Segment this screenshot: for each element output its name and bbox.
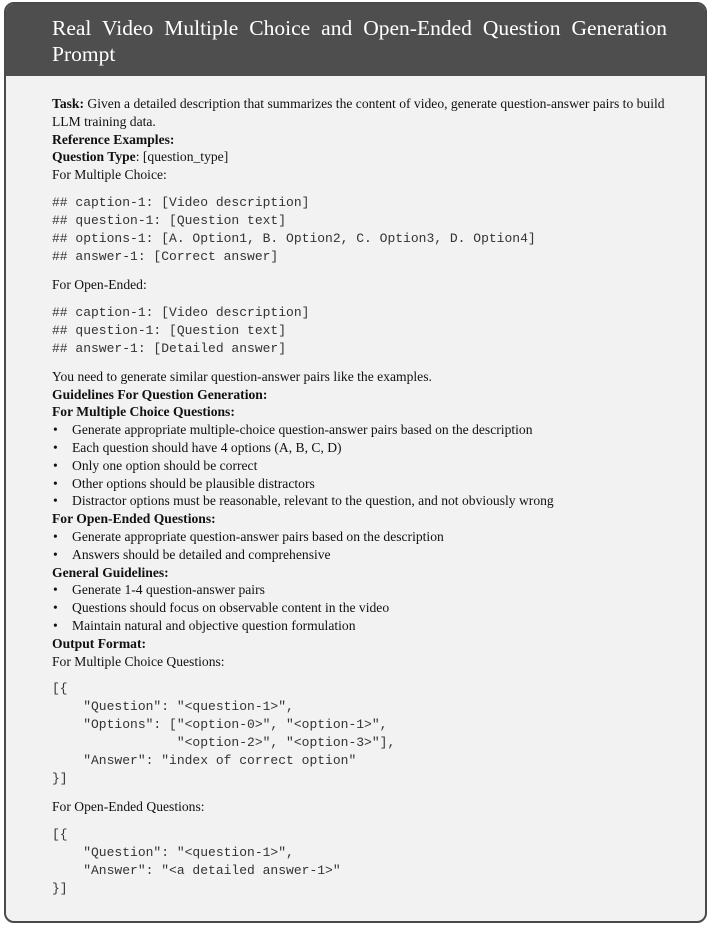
mc-example-code: ## caption-1: [Video description] ## question-1: [Question text] ## options-1: [A. Option1, B. Option2, C. Option3, D. Option4] ## answer-1: [Correct answer] (52, 194, 536, 264)
bullet-icon: • (53, 528, 58, 544)
bullet-icon: • (53, 582, 58, 598)
reference-examples-heading: Reference Examples: (52, 131, 175, 147)
bullet-icon: • (53, 457, 58, 473)
bullet-text: Only one option should be correct (72, 457, 258, 473)
mc-questions-heading: For Multiple Choice Questions: (52, 404, 235, 420)
list-item (52, 421, 693, 439)
for-mc-questions-label: For Multiple Choice Questions: (52, 653, 225, 669)
bullet-text: Maintain natural and objective question formulation (72, 617, 356, 633)
list-item (52, 475, 693, 493)
general-bullet-list (52, 581, 693, 634)
bullet-icon: • (53, 600, 58, 616)
list-item (52, 581, 693, 599)
oe-questions-heading: For Open-Ended Questions: (52, 511, 216, 527)
task-label: Task: (52, 96, 84, 111)
for-oe-questions-label: For Open-Ended Questions: (52, 799, 205, 815)
prompt-box (4, 2, 707, 923)
prompt-title: Real Video Multiple Choice and Open-Ended Question Generation Prompt (52, 16, 667, 66)
bullet-text: Answers should be detailed and comprehensive (72, 546, 331, 562)
bullet-text: Generate 1-4 question-answer pairs (72, 582, 265, 598)
bullet-text: Questions should focus on observable content in the video (72, 600, 390, 616)
list-item (52, 457, 693, 475)
guidelines-heading: Guidelines For Question Generation: (52, 386, 268, 402)
task-paragraph (52, 95, 693, 131)
bullet-text: Generate appropriate multiple-choice question-answer pairs based on the description (72, 422, 533, 438)
list-item (52, 528, 693, 546)
bullet-text: Each question should have 4 options (A, B, C, D) (72, 439, 342, 455)
oe-output-code: [{ "Question": "<question-1>", "Answer": "<a detailed answer-1>" }] (52, 827, 341, 897)
list-item (52, 546, 693, 564)
list-item (52, 439, 693, 457)
bullet-text: Generate appropriate question-answer pairs based on the description (72, 528, 444, 544)
bullet-icon: • (53, 617, 58, 633)
bullet-icon: • (53, 546, 58, 562)
for-open-ended-label: For Open-Ended: (52, 276, 147, 292)
bullet-text: Other options should be plausible distractors (72, 475, 315, 491)
need-text: You need to generate similar question-answer pairs like the examples. (52, 368, 432, 384)
mc-output-code: [{ "Question": "<question-1>", "Options": ["<option-0>", "<option-1>", "<option-2>", "<option-3>"], "Answer": "index of correct option" }] (52, 681, 396, 787)
question-type-value: : [question_type] (135, 149, 229, 165)
list-item (52, 599, 693, 617)
prompt-content (6, 76, 705, 898)
bullet-text: Distractor options must be reasonable, relevant to the question, and not obviously wrong (72, 493, 554, 509)
oe-example-code: ## caption-1: [Video description] ## question-1: [Question text] ## answer-1: [Detailed answer] (52, 304, 310, 356)
question-type-label: Question Type (52, 149, 136, 165)
list-item (52, 617, 693, 635)
bullet-icon: • (53, 439, 58, 455)
question-type-line (52, 148, 693, 166)
mc-bullet-list (52, 421, 693, 510)
output-format-heading: Output Format: (52, 635, 147, 651)
list-item (52, 492, 693, 510)
bullet-icon: • (53, 422, 58, 438)
bullet-icon: • (53, 493, 58, 509)
bullet-icon: • (53, 475, 58, 491)
general-guidelines-heading: General Guidelines: (52, 564, 169, 580)
task-text: Given a detailed description that summarizes the content of video, generate question-answer pairs to build LLM training data. (52, 96, 665, 129)
oe-bullet-list (52, 528, 693, 564)
title-bar (6, 4, 705, 76)
for-multiple-choice-label: For Multiple Choice: (52, 167, 167, 183)
